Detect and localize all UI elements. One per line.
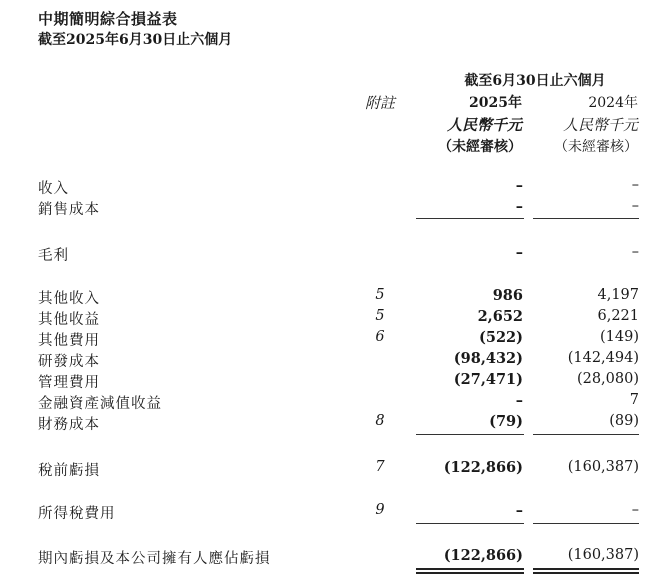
row-label: 研發成本 (38, 354, 100, 370)
row-value-2025: – (515, 177, 523, 194)
table-row (0, 459, 660, 479)
prior-audit-heading: （未經審核） (554, 139, 638, 155)
row-label: 管理費用 (38, 375, 100, 391)
total-double-rule-top (533, 568, 639, 570)
row-value-2024: – (631, 502, 639, 518)
row-value-2024: – (631, 177, 639, 193)
table-row (0, 177, 660, 197)
subtotal-rule (416, 218, 524, 219)
table-row (0, 308, 660, 328)
table-row (0, 198, 660, 218)
row-value-2024: – (631, 244, 639, 260)
row-label: 期內虧損及本公司擁有人應佔虧損 (38, 551, 271, 567)
row-note: 7 (375, 459, 385, 475)
subtotal-rule (533, 434, 639, 435)
row-value-2024: (89) (609, 413, 639, 429)
row-value-2025: 986 (492, 287, 523, 304)
row-note: 5 (375, 308, 385, 324)
subtotal-rule (416, 523, 524, 524)
row-value-2024: (160,387) (567, 459, 639, 475)
table-row (0, 413, 660, 433)
current-audit-heading: （未經審核） (438, 139, 522, 155)
row-value-2024: – (631, 198, 639, 214)
subtotal-rule (533, 218, 639, 219)
row-label: 銷售成本 (38, 202, 100, 218)
row-value-2024: (160,387) (567, 547, 639, 563)
row-value-2024: (149) (600, 329, 639, 345)
row-value-2024: 6,221 (597, 308, 639, 324)
table-row (0, 547, 660, 567)
row-value-2024: 7 (629, 392, 639, 408)
current-year-heading: 2025年 (469, 95, 522, 111)
row-label: 收入 (38, 181, 69, 197)
row-label: 其他收益 (38, 312, 100, 328)
row-value-2025: (98,432) (453, 350, 523, 367)
row-note: 5 (375, 287, 385, 303)
row-value-2025: (27,471) (453, 371, 523, 388)
total-double-rule-bottom (416, 572, 524, 574)
period-heading: 截至6月30日止六個月 (464, 73, 606, 89)
statement-period: 截至2025年6月30日止六個月 (38, 32, 233, 48)
row-label: 其他費用 (38, 333, 100, 349)
table-row (0, 371, 660, 391)
row-value-2025: (122,866) (443, 459, 523, 476)
row-note: 6 (375, 329, 385, 345)
row-value-2025: – (515, 244, 523, 261)
table-row (0, 350, 660, 370)
row-value-2025: – (515, 392, 523, 409)
row-value-2024: 4,197 (597, 287, 639, 303)
row-label: 其他收入 (38, 291, 100, 307)
table-row (0, 287, 660, 307)
current-currency-heading: 人民幣千元 (446, 116, 522, 134)
row-label: 毛利 (38, 248, 69, 264)
row-value-2025: – (515, 198, 523, 215)
row-label: 財務成本 (38, 417, 100, 433)
table-row (0, 329, 660, 349)
row-value-2025: (522) (479, 329, 523, 346)
row-value-2025: – (515, 502, 523, 519)
row-value-2025: (79) (489, 413, 523, 430)
row-note: 8 (375, 413, 385, 429)
table-row (0, 392, 660, 412)
table-row (0, 502, 660, 522)
row-value-2024: (28,080) (576, 371, 639, 387)
subtotal-rule (533, 523, 639, 524)
note-column-heading: 附註 (364, 94, 395, 112)
prior-year-heading: 2024年 (588, 95, 638, 111)
row-value-2025: (122,866) (443, 547, 523, 564)
subtotal-rule (416, 434, 524, 435)
prior-currency-heading: 人民幣千元 (562, 116, 638, 134)
row-value-2024: (142,494) (567, 350, 639, 366)
statement-title: 中期簡明綜合損益表 (38, 10, 178, 28)
row-label: 稅前虧損 (38, 463, 100, 479)
row-value-2025: 2,652 (477, 308, 523, 325)
row-note: 9 (375, 502, 385, 518)
total-double-rule-top (416, 568, 524, 570)
table-row (0, 244, 660, 264)
total-double-rule-bottom (533, 572, 639, 574)
row-label: 所得稅費用 (38, 506, 116, 522)
row-label: 金融資產減值收益 (38, 396, 162, 412)
